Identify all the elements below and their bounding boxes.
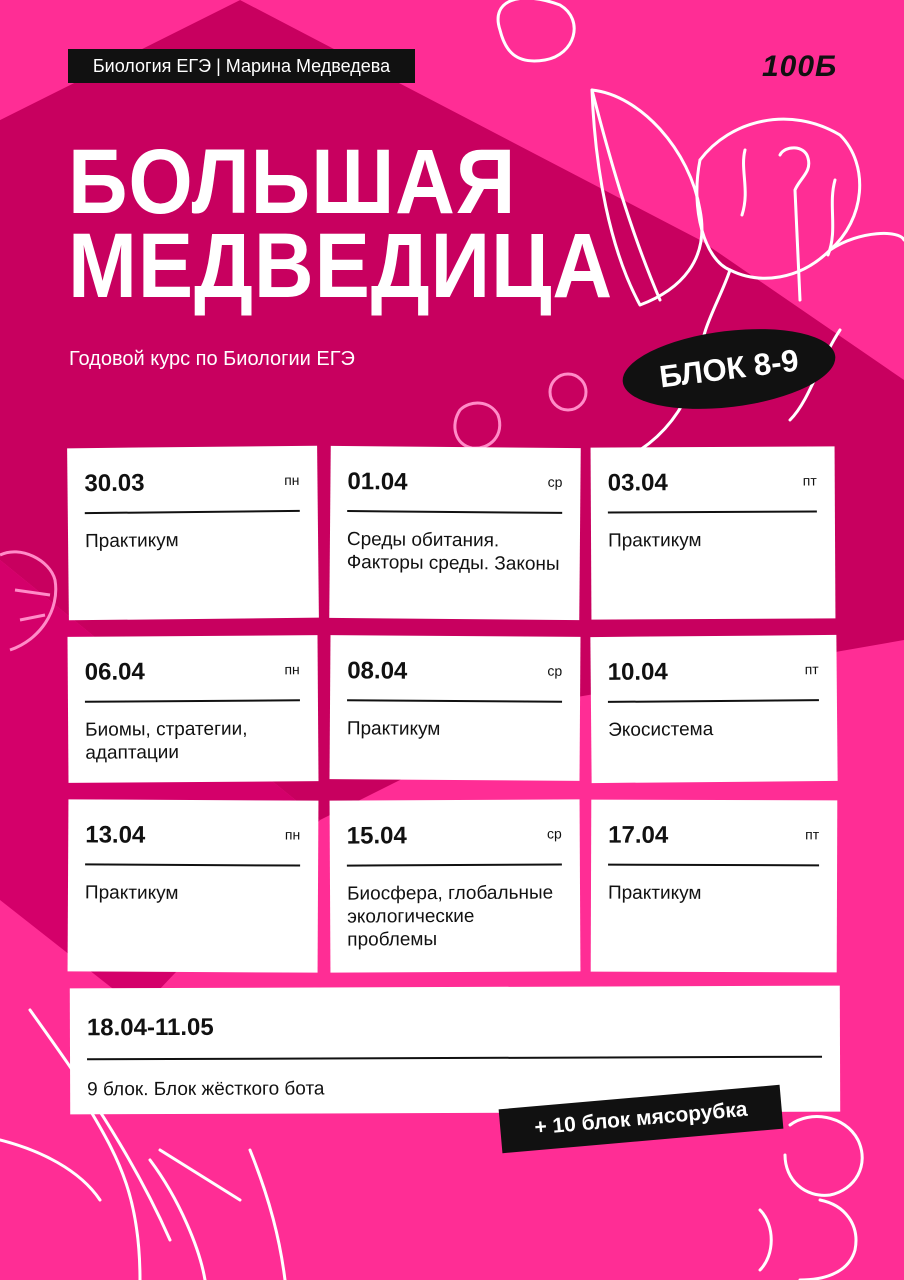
card-divider [85,510,300,514]
schedule-card [591,446,836,619]
card-topic: Практикум [84,530,179,553]
card-divider [608,699,819,702]
schedule-card [329,446,580,620]
card-topic: Среды обитания. Факторы среды. Законы [346,529,560,575]
card-topic: 9 блок. Блок жёсткого бота [87,1078,325,1101]
card-topic: Практикум [607,530,702,552]
card-divider [85,699,300,702]
title-line-2: МЕДВЕДИЦА [68,215,614,317]
block-badge-label: БЛОК 8-9 [657,342,801,395]
card-weekday: пн [284,471,300,489]
card-weekday: пт [805,826,820,843]
card-date: 15.04 [346,822,407,850]
card-topic: Практикум [346,718,441,740]
card-weekday: пн [284,661,300,678]
page-title [68,131,614,317]
card-weekday: пт [804,661,819,678]
card-weekday: пн [284,826,301,843]
title-line-1: БОЛЬШАЯ [68,131,517,233]
card-divider [347,510,562,513]
card-divider [608,510,817,513]
card-topic: Экосистема [608,719,714,741]
schedule-card [330,799,581,972]
card-date: 30.03 [84,469,145,498]
card-topic: Биосфера, глобальные экологические проблемы [346,882,554,951]
card-divider [608,864,819,866]
subtitle: Годовой курс по Биологии ЕГЭ [69,348,355,370]
schedule-card [330,635,581,781]
card-date: 01.04 [347,468,408,496]
card-divider [347,699,562,702]
card-topic: Практикум [607,882,702,904]
card-weekday: ср [547,473,563,490]
schedule-card [67,446,319,621]
card-weekday: пт [802,472,817,489]
brand-logo: 100Б [762,50,838,83]
card-divider [85,863,300,866]
card-date: 06.04 [84,658,145,686]
course-tag: Биология ЕГЭ | Марина Медведева [68,49,415,83]
schedule-card [591,800,838,973]
schedule-card [590,635,837,783]
card-topic: Биомы, стратегии, адаптации [85,718,248,764]
card-date: 03.04 [607,469,668,497]
card-date: 10.04 [607,658,668,686]
card-divider [87,1056,822,1060]
card-date: 13.04 [85,821,146,849]
bonus-sticker-label: + 10 блок мясорубка [533,1097,749,1140]
card-date: 18.04-11.05 [86,1013,214,1042]
schedule-card [67,635,318,783]
card-date: 08.04 [347,657,408,685]
schedule-card [68,799,319,972]
card-weekday: ср [546,825,562,842]
card-date: 17.04 [608,821,669,849]
card-topic: Практикум [84,882,179,904]
card-divider [347,863,562,866]
card-weekday: ср [547,662,563,679]
